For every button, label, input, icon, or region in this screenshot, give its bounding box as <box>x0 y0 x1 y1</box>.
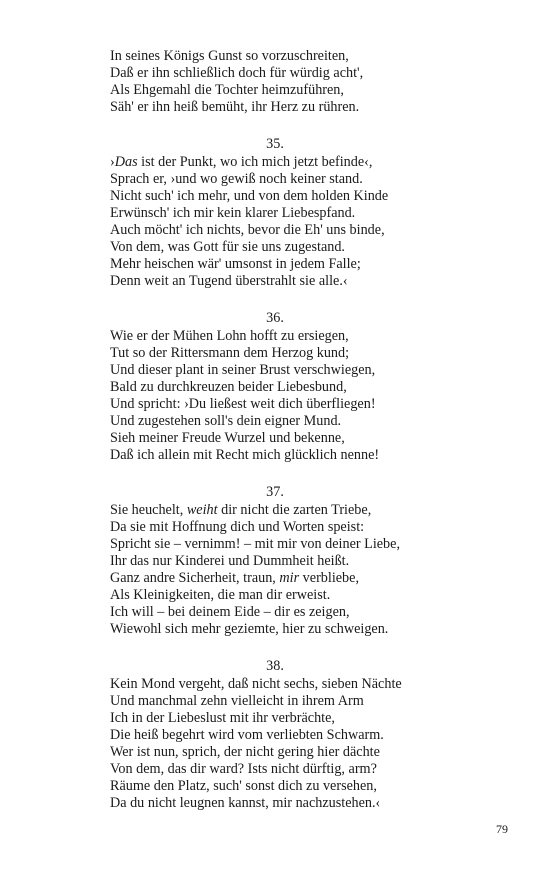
verse-line: Sprach er, ›und wo gewiß noch keiner stand. <box>110 171 363 187</box>
verse-line: ›Das ist der Punkt, wo ich mich jetzt befinde‹, <box>110 154 373 170</box>
verse-line: Wer ist nun, sprich, der nicht gering hier dächte <box>110 744 380 760</box>
verse-line: Denn weit an Tugend überstrahlt sie alle.‹ <box>110 273 348 289</box>
page-number: 79 <box>496 822 508 836</box>
stanza-number: 37. <box>266 484 284 500</box>
verse-line: Auch möcht' ich nichts, bevor die Eh' uns binde, <box>110 222 385 238</box>
verse-line: Nicht such' ich mehr, und von dem holden Kinde <box>110 188 389 204</box>
verse-line: Und dieser plant in seiner Brust verschwiegen, <box>110 362 376 378</box>
verse-line: Ich will – bei deinem Eide – dir es zeigen, <box>110 604 350 620</box>
verse-line: Spricht sie – vernimm! – mit mir von deiner Liebe, <box>110 536 400 552</box>
stanza-38 <box>110 658 440 812</box>
verse-line: Sie heuchelt, weiht dir nicht die zarten Triebe, <box>110 502 372 518</box>
verse-line: Säh' er ihn heiß bemüht, ihr Herz zu rühren. <box>110 99 360 115</box>
verse-line: Als Kleinigkeiten, die man dir erweist. <box>110 587 331 603</box>
verse-line: Und manchmal zehn vielleicht in ihrem Arm <box>110 693 364 709</box>
verse-line: Mehr heischen wär' umsonst in jedem Falle; <box>110 256 361 272</box>
verse-line: Daß er ihn schließlich doch für würdig acht', <box>110 65 364 81</box>
verse-line: Tut so der Rittersmann dem Herzog kund; <box>110 345 350 361</box>
stanza-number: 38. <box>266 658 284 674</box>
verse-line: Räume den Platz, such' sonst dich zu versehen, <box>110 778 377 794</box>
verse-line: Von dem, das dir ward? Ists nicht dürftig, arm? <box>110 761 377 777</box>
verse-line: Ganz andre Sicherheit, traun, mir verbliebe, <box>110 570 359 586</box>
verse-line: Wie er der Mühen Lohn hofft zu ersiegen, <box>110 328 349 344</box>
poem-text <box>110 48 440 832</box>
verse-line: Ihr das nur Kinderei und Dummheit heißt. <box>110 553 350 569</box>
stanza-37 <box>110 484 440 638</box>
verse-line: Erwünsch' ich mir kein klarer Liebespfand. <box>110 205 356 221</box>
verse-line: Da sie mit Hoffnung dich und Worten speist: <box>110 519 365 535</box>
verse-line: Als Ehgemahl die Tochter heimzuführen, <box>110 82 344 98</box>
verse-line: Bald zu durchkreuzen beider Liebesbund, <box>110 379 347 395</box>
verse-line: In seines Königs Gunst so vorzuschreiten, <box>110 48 349 64</box>
verse-line: Die heiß begehrt wird vom verliebten Schwarm. <box>110 727 384 743</box>
verse-line: Von dem, was Gott für sie uns zugestand. <box>110 239 345 255</box>
stanza-35 <box>110 136 440 290</box>
stanza-number: 35. <box>266 136 284 152</box>
verse-line: Ich in der Liebeslust mit ihr verbrächte, <box>110 710 335 726</box>
stanza-continuation <box>110 48 440 116</box>
verse-line: Und spricht: ›Du ließest weit dich überfliegen! <box>110 396 376 412</box>
verse-line: Da du nicht leugnen kannst, mir nachzustehen.‹ <box>110 795 381 811</box>
stanza-36 <box>110 310 440 464</box>
verse-line: Wiewohl sich mehr geziemte, hier zu schweigen. <box>110 621 389 637</box>
verse-line: Daß ich allein mit Recht mich glücklich nenne! <box>110 447 380 463</box>
stanza-number: 36. <box>266 310 284 326</box>
verse-line: Und zugestehen soll's dein eigner Mund. <box>110 413 342 429</box>
verse-line: Sieh meiner Freude Wurzel und bekenne, <box>110 430 345 446</box>
verse-line: Kein Mond vergeht, daß nicht sechs, sieben Nächte <box>110 676 402 692</box>
